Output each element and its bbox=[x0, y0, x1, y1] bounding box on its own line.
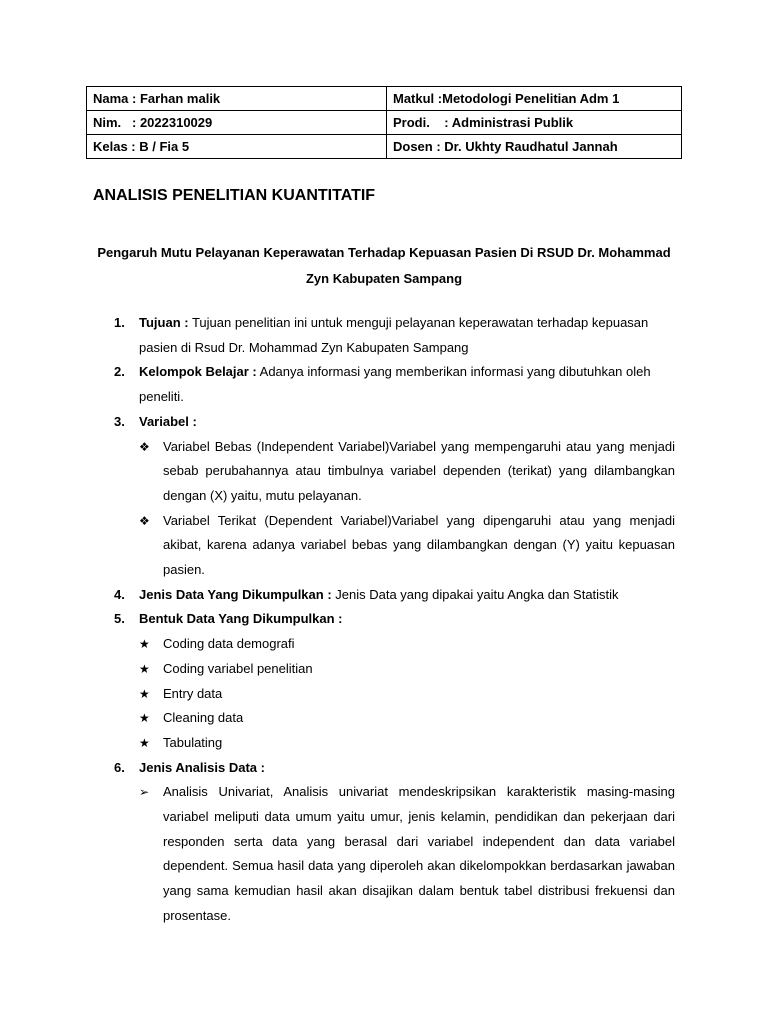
list-number: 3. bbox=[114, 413, 125, 429]
list-item bbox=[93, 311, 675, 360]
sub-item-text: Variabel Terikat (Dependent Variabel)Variabel yang dipengaruhi atau yang menjadi akibat, karena adanya variabel bebas yang dilambangkan dengan (Y) yaitu kepuasan pasien. bbox=[163, 512, 675, 578]
research-subtitle: Pengaruh Mutu Pelayanan Keperawatan Terhadap Kepuasan Pasien Di RSUD Dr. Mohammad Zyn Kabupaten Sampang bbox=[97, 245, 671, 286]
arrow-bullet-icon: ➢ bbox=[139, 785, 150, 800]
list-item bbox=[93, 756, 675, 781]
table-row bbox=[87, 111, 682, 135]
star-bullet-icon: ★ bbox=[139, 637, 150, 652]
sub-list-item bbox=[93, 435, 675, 509]
star-bullet-icon: ★ bbox=[139, 711, 150, 726]
name-cell: Nama : Farhan malik bbox=[87, 87, 387, 111]
sub-list-item bbox=[93, 632, 675, 657]
sub-item-text: Analisis Univariat, Analisis univariat mendeskripsikan karakteristik masing-masing variabel meliputi data umum yaitu umur, jenis kelamin, pendidikan dan pekerjaan dari responden serta data yang berasal dari variabel independent dan data variabel dependent. Semua hasil data yang diperoleh akan dikelompokkan berdasarkan jawaban yang sama kemudian hasil akan disajikan dalam bentuk tabel distribusi frekuensi dan prosentase. bbox=[163, 784, 675, 923]
sub-list-item bbox=[93, 780, 675, 928]
section-label: Bentuk Data Yang Dikumpulkan : bbox=[139, 611, 343, 627]
table-row bbox=[87, 135, 682, 159]
star-bullet-icon: ★ bbox=[139, 735, 150, 750]
list-number: 5. bbox=[114, 611, 125, 627]
table-row bbox=[87, 87, 682, 111]
sub-list-item bbox=[93, 657, 675, 682]
course-cell: Matkul :Metodologi Penelitian Adm 1 bbox=[387, 87, 682, 111]
diamond-bullet-icon: ❖ bbox=[139, 513, 150, 528]
list-item bbox=[93, 410, 675, 435]
section-label: Jenis Analisis Data : bbox=[139, 759, 265, 775]
list-item bbox=[93, 607, 675, 632]
section-text: Jenis Data yang dipakai yaitu Angka dan Statistik bbox=[331, 586, 619, 602]
document-title: ANALISIS PENELITIAN KUANTITATIF bbox=[93, 187, 376, 204]
sub-item-text: Cleaning data bbox=[163, 710, 244, 726]
sub-list-item bbox=[93, 706, 675, 731]
sub-item-text: Entry data bbox=[163, 685, 223, 701]
lecturer-cell: Dosen : Dr. Ukhty Raudhatul Jannah bbox=[387, 135, 682, 159]
list-item bbox=[93, 360, 675, 409]
nim-cell: Nim. : 2022310029 bbox=[87, 111, 387, 135]
list-number: 1. bbox=[114, 315, 125, 330]
sub-item-text: Coding data demografi bbox=[163, 636, 295, 652]
star-bullet-icon: ★ bbox=[139, 686, 150, 701]
section-label: Variabel : bbox=[139, 413, 197, 429]
list-item bbox=[93, 583, 675, 608]
diamond-bullet-icon: ❖ bbox=[139, 439, 150, 454]
section-label: Kelompok Belajar : bbox=[139, 364, 257, 380]
list-number: 4. bbox=[114, 586, 125, 602]
sub-item-text: Coding variabel penelitian bbox=[163, 660, 313, 676]
section-label: Jenis Data Yang Dikumpulkan : bbox=[139, 586, 332, 602]
sub-item-text: Tabulating bbox=[163, 734, 223, 750]
section-label: Tujuan : bbox=[139, 315, 189, 330]
list-number: 2. bbox=[114, 364, 125, 380]
star-bullet-icon: ★ bbox=[139, 661, 150, 676]
sub-item-text: Variabel Bebas (Independent Variabel)Variabel yang mempengaruhi atau yang menjadi sebab perubahannya atau timbulnya variabel dependen (terikat) yang dilambangkan dengan (X) yaitu, mutu pelayanan. bbox=[163, 438, 675, 503]
section-text: Adanya informasi yang memberikan informasi yang dibutuhkan oleh peneliti. bbox=[139, 364, 651, 405]
sub-list-item bbox=[93, 682, 675, 707]
class-cell: Kelas : B / Fia 5 bbox=[87, 135, 387, 159]
sub-list-item bbox=[93, 509, 675, 583]
section-text: Tujuan penelitian ini untuk menguji pelayanan keperawatan terhadap kepuasan pasien di Rsud Dr. Mohammad Zyn Kabupaten Sampang bbox=[139, 315, 649, 355]
program-cell: Prodi. : Administrasi Publik bbox=[387, 111, 682, 135]
list-number: 6. bbox=[114, 759, 125, 775]
student-info-table bbox=[86, 86, 682, 159]
sub-list-item bbox=[93, 731, 675, 756]
document-body bbox=[93, 311, 675, 929]
